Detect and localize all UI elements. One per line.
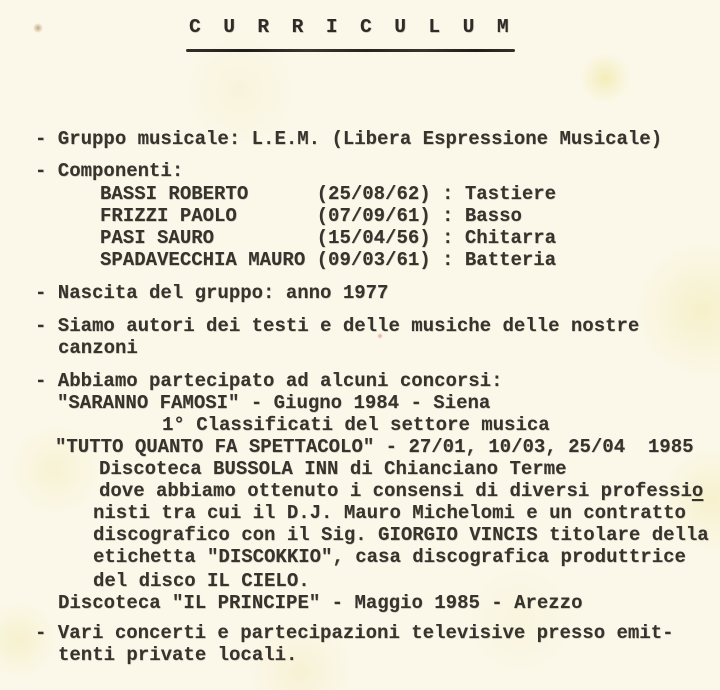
doc-line-member-bassi: BASSI ROBERTO (25/08/62) : Tastiere: [100, 183, 557, 205]
doc-line-il-cielo: del disco IL CIELO.: [93, 570, 310, 592]
doc-line-professio-text: dove abbiamo ottenuto i consensi di diversi professi: [99, 480, 692, 502]
doc-line-classificati: 1° Classificati del settore musica: [162, 414, 550, 436]
doc-line-member-pasi: PASI SAURO (15/04/56) : Chitarra: [100, 227, 557, 249]
doc-line-concorsi: - Abbiamo partecipato ad alcuni concorsi:: [35, 370, 503, 392]
doc-line-saranno-famosi: "SARANNO FAMOSI" - Giugno 1984 - Siena: [57, 392, 491, 414]
doc-line-etichetta: etichetta "DISCOKKIO", casa discografica produttrice: [93, 546, 686, 568]
doc-line-autori-2: canzoni: [58, 337, 138, 359]
doc-line-professio: [99, 480, 703, 502]
doc-line-discografico: discografico con il Sig. GIORGIO VINCIS titolare della: [93, 524, 709, 546]
title-underline: [186, 49, 515, 52]
doc-line-concerti-1: - Vari concerti e partecipazioni televisive presso emit-: [35, 622, 674, 644]
doc-line-gruppo: - Gruppo musicale: L.E.M. (Libera Espressione Musicale): [35, 128, 663, 150]
hyphenation-underlined-o: o: [691, 480, 704, 502]
doc-line-il-principe: Discoteca "IL PRINCIPE" - Maggio 1985 - Arezzo: [58, 592, 583, 614]
doc-line-nascita: - Nascita del gruppo: anno 1977: [35, 282, 389, 304]
doc-line-member-spadavecchia: SPADAVECCHIA MAURO (09/03/61) : Batteria: [100, 249, 557, 271]
doc-line-concerti-2: tenti private locali.: [58, 644, 298, 666]
page-title: C U R R I C U L U M: [189, 16, 514, 38]
doc-line-nisti: nisti tra cui il D.J. Mauro Michelomi e un contratto: [93, 502, 686, 524]
doc-line-member-frizzi: FRIZZI PAOLO (07/09/61) : Basso: [100, 205, 522, 227]
doc-line-componenti: - Componenti:: [35, 160, 184, 182]
doc-line-tutto-quanto: "TUTTO QUANTO FA SPETTACOLO" - 27/01, 10/03, 25/04 1985: [55, 436, 694, 458]
doc-line-bussola-inn: Discoteca BUSSOLA INN di Chianciano Terme: [99, 458, 567, 480]
doc-line-autori-1: - Siamo autori dei testi e delle musiche delle nostre: [35, 315, 640, 337]
